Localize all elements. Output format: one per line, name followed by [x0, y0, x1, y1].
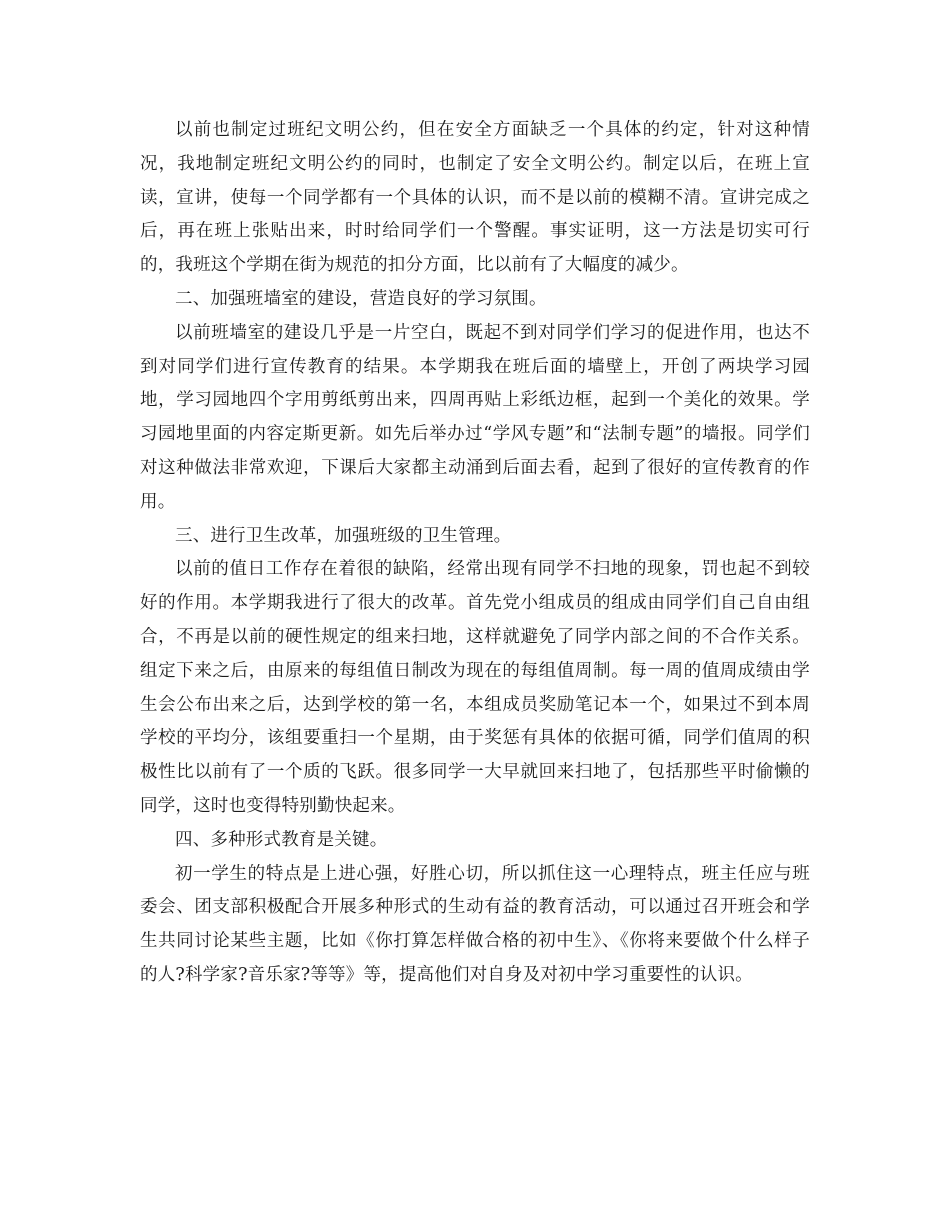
section-heading-hygiene-reform: 三、进行卫生改革，加强班级的卫生管理。	[175, 525, 512, 546]
document-body	[140, 114, 810, 993]
section-heading-education-forms: 四、多种形式教育是关键。	[175, 829, 388, 850]
paragraph-classroom-wall: 以前班墙室的建设几乎是一片空白，既起不到对同学们学习的促进作用，也达不到对同学们进行宣传教育的结果。本学期我在班后面的墙壁上，开创了两块学习园地，学习园地四个字用剪纸剪出来，四周再贴上彩纸边框，起到一个美化的效果。学习园地里面的内容定斯更新。如先后举办过“学风专题”和“法制专题”的墙报。同学们对这种做法非常欢迎，下课后大家都主动涌到后面去看，起到了很好的宣传教育的作用。	[140, 322, 810, 512]
paragraph-education-forms: 初一学生的特点是上进心强，好胜心切，所以抓住这一心理特点，班主任应与班委会、团支部积极配合开展多种形式的生动有益的教育活动，可以通过召开班会和学生共同讨论某些主题，比如《你打算怎样做合格的初中生》、《你将来要做个什么样子的人?科学家?音乐家?等等》等，提高他们对自身及对初中学习重要性的认识。	[140, 863, 810, 985]
section-heading-classroom-wall: 二、加强班墙室的建设，营造良好的学习氛围。	[175, 288, 547, 309]
paragraph-hygiene-reform: 以前的值日工作存在着很的缺陷，经常出现有同学不扫地的现象，罚也起不到较好的作用。本学期我进行了很大的改革。首先党小组成员的组成由同学们自己自由组合，不再是以前的硬性规定的组来扫地，这样就避免了同学内部之间的不合作关系。组定下来之后，由原来的每组值日制改为现在的每组值周制。每一周的值周成绩由学生会公布出来之后，达到学校的第一名，本组成员奖励笔记本一个，如果过不到本周学校的平均分，该组要重扫一个星期，由于奖惩有具体的依据可循，同学们值周的积极性比以前有了一个质的飞跃。很多同学一大早就回来扫地了，包括那些平时偷懒的同学，这时也变得特别勤快起来。	[140, 559, 810, 816]
paragraph-safety-pact: 以前也制定过班纪文明公约，但在安全方面缺乏一个具体的约定，针对这种情况，我地制定班纪文明公约的同时，也制定了安全文明公约。制定以后，在班上宣读，宣讲，使每一个同学都有一个具体的认识，而不是以前的模糊不清。宣讲完成之后，再在班上张贴出来，时时给同学们一个警醒。事实证明，这一方法是切实可行的，我班这个学期在街为规范的扣分方面，比以前有了大幅度的减少。	[140, 120, 810, 276]
